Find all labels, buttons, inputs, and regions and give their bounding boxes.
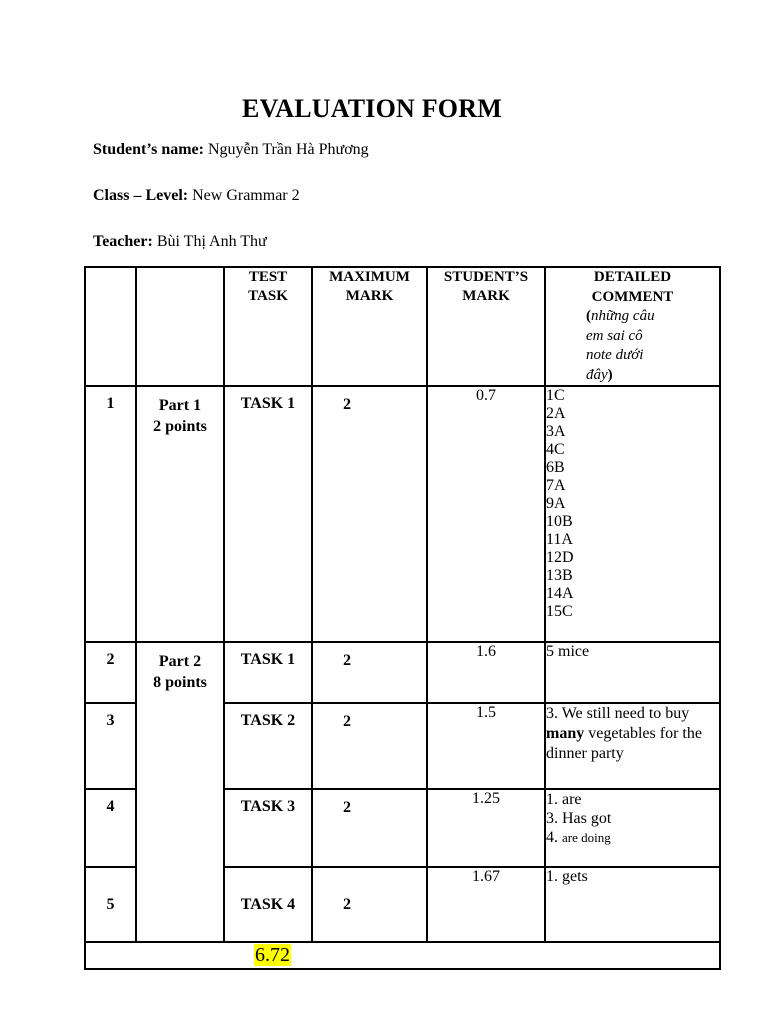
header-maximum-mark: MAXIMUM MARK bbox=[312, 267, 427, 386]
student-mark-cell: 1.5 bbox=[427, 703, 545, 789]
comment-line: 3A bbox=[546, 423, 566, 440]
total-row bbox=[85, 942, 720, 969]
comment-line: 11A bbox=[546, 531, 573, 548]
comment-cell bbox=[545, 386, 720, 642]
max-mark-cell: 2 bbox=[312, 642, 427, 703]
task-cell: TASK 3 bbox=[224, 789, 312, 867]
max-mark-cell: 2 bbox=[312, 789, 427, 867]
total-score: 6.72 bbox=[255, 944, 290, 966]
header-blank-2 bbox=[136, 267, 224, 386]
comment-line: 1C bbox=[546, 387, 565, 404]
part-points: 8 points bbox=[153, 674, 207, 691]
class-level-value: New Grammar 2 bbox=[188, 187, 300, 204]
comment-line: 1. are bbox=[546, 791, 582, 808]
part-points: 2 points bbox=[153, 418, 207, 435]
task-cell: TASK 1 bbox=[224, 386, 312, 642]
class-level-label: Class – Level: bbox=[93, 187, 189, 204]
total-cell bbox=[85, 942, 720, 969]
student-mark-cell: 1.67 bbox=[427, 867, 545, 942]
comment-line: 1. gets bbox=[546, 868, 588, 885]
part-label: Part 1 bbox=[158, 397, 202, 414]
form-title: EVALUATION FORM bbox=[242, 94, 502, 123]
task-cell: TASK 1 bbox=[224, 642, 312, 703]
comment-line: 4C bbox=[546, 441, 565, 458]
comment-cell bbox=[545, 867, 720, 942]
student-name-value: Nguyễn Trần Hà Phương bbox=[203, 141, 369, 158]
comment-bold-word: many bbox=[546, 725, 585, 742]
comment-cell: 3. We still need to buy many vegetables for the dinner party bbox=[545, 703, 720, 789]
task-cell: TASK 4 bbox=[224, 867, 312, 942]
class-level-line bbox=[93, 187, 300, 205]
part-cell bbox=[136, 386, 224, 642]
row-number: 3 bbox=[85, 703, 136, 789]
table-row bbox=[85, 386, 720, 642]
evaluation-table bbox=[84, 266, 721, 970]
task-cell: TASK 2 bbox=[224, 703, 312, 789]
student-mark-cell: 0.7 bbox=[427, 386, 545, 642]
teacher-line bbox=[93, 233, 267, 251]
part-cell bbox=[136, 642, 224, 942]
student-name-line bbox=[93, 141, 369, 159]
comment-line: 5 mice bbox=[546, 643, 590, 660]
header-blank-1 bbox=[85, 267, 136, 386]
part-label: Part 2 bbox=[158, 653, 202, 670]
comment-line: 2A bbox=[546, 405, 566, 422]
comment-cell bbox=[545, 789, 720, 867]
header-test-task: TEST TASK bbox=[224, 267, 312, 386]
comment-line: 13B bbox=[546, 567, 573, 584]
comment-cell bbox=[545, 642, 720, 703]
comment-line: 14A bbox=[546, 585, 574, 602]
student-mark-cell: 1.6 bbox=[427, 642, 545, 703]
comment-line: 4. are doing bbox=[546, 829, 611, 846]
max-mark-cell: 2 bbox=[312, 867, 427, 942]
comment-line: 9A bbox=[546, 495, 566, 512]
teacher-value: Bùi Thị Anh Thư bbox=[152, 233, 267, 250]
row-number: 1 bbox=[85, 386, 136, 642]
row-number: 5 bbox=[85, 867, 136, 942]
row-number: 4 bbox=[85, 789, 136, 867]
comment-note: (những câu em sai cô note dưới đây) bbox=[586, 308, 655, 383]
comment-line: 7A bbox=[546, 477, 566, 494]
detailed-comment-label: DETAILED COMMENT bbox=[591, 269, 674, 305]
header-detailed-comment bbox=[545, 267, 720, 386]
header-row bbox=[85, 267, 720, 386]
comment-line: 12D bbox=[546, 549, 574, 566]
max-mark-cell: 2 bbox=[312, 386, 427, 642]
table-row bbox=[85, 642, 720, 703]
header-student-mark: STUDENT’S MARK bbox=[427, 267, 545, 386]
comment-line: 3. Has got bbox=[546, 810, 612, 827]
student-name-label: Student’s name: bbox=[93, 141, 204, 158]
comment-line: 6B bbox=[546, 459, 565, 476]
student-mark-cell: 1.25 bbox=[427, 789, 545, 867]
comment-line: 15C bbox=[546, 603, 573, 620]
max-mark-cell: 2 bbox=[312, 703, 427, 789]
teacher-label: Teacher: bbox=[93, 233, 153, 250]
comment-line: 10B bbox=[546, 513, 573, 530]
row-number: 2 bbox=[85, 642, 136, 703]
